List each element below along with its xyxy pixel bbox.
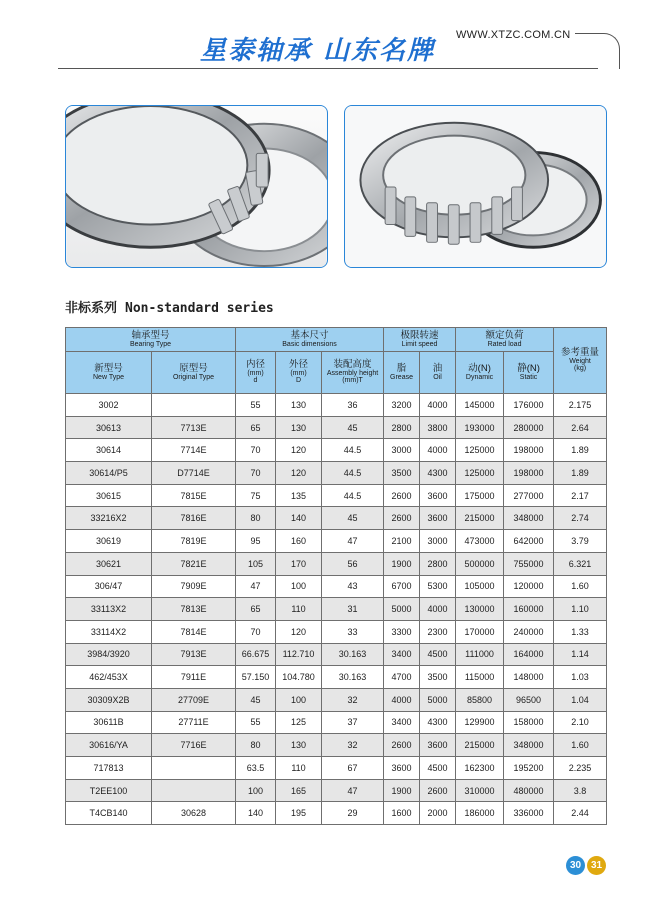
table-cell: 7815E bbox=[152, 484, 236, 507]
table-cell: 120 bbox=[276, 462, 322, 485]
table-cell: 348000 bbox=[504, 507, 554, 530]
header-rated-load: 额定负荷 Rated load bbox=[456, 328, 554, 352]
table-cell: 7813E bbox=[152, 598, 236, 621]
table-cell: 130000 bbox=[456, 598, 504, 621]
table-cell: 170000 bbox=[456, 620, 504, 643]
header-inner-diameter: 内径 (mm) d bbox=[236, 352, 276, 394]
table-cell: 160000 bbox=[504, 598, 554, 621]
table-cell: 2800 bbox=[384, 416, 420, 439]
header-static-load: 静(N) Static bbox=[504, 352, 554, 394]
table-cell: 27711E bbox=[152, 711, 236, 734]
table-cell: 755000 bbox=[504, 552, 554, 575]
table-cell: 3600 bbox=[420, 507, 456, 530]
table-cell: 195 bbox=[276, 802, 322, 825]
table-cell: 158000 bbox=[504, 711, 554, 734]
table-cell bbox=[152, 779, 236, 802]
table-cell: 2.10 bbox=[554, 711, 607, 734]
table-cell: 3.8 bbox=[554, 779, 607, 802]
table-cell: 1900 bbox=[384, 779, 420, 802]
table-cell: 3500 bbox=[420, 666, 456, 689]
table-cell: 7819E bbox=[152, 530, 236, 553]
table-cell: 280000 bbox=[504, 416, 554, 439]
table-cell: 100 bbox=[276, 688, 322, 711]
table-cell: 2100 bbox=[384, 530, 420, 553]
table-cell: 30616/YA bbox=[66, 734, 152, 757]
table-cell: 43 bbox=[322, 575, 384, 598]
table-row bbox=[66, 802, 607, 825]
table-cell: 30615 bbox=[66, 484, 152, 507]
table-cell: 100 bbox=[236, 779, 276, 802]
table-cell: 120 bbox=[276, 439, 322, 462]
table-cell: T2EE100 bbox=[66, 779, 152, 802]
page-number-left: 30 bbox=[566, 856, 585, 875]
table-row bbox=[66, 779, 607, 802]
table-cell: 63.5 bbox=[236, 757, 276, 780]
table-row bbox=[66, 598, 607, 621]
table-cell: 7913E bbox=[152, 643, 236, 666]
table-row bbox=[66, 462, 607, 485]
table-cell: 4000 bbox=[420, 439, 456, 462]
table-cell: 7816E bbox=[152, 507, 236, 530]
header-grease: 脂 Grease bbox=[384, 352, 420, 394]
bearing-photo-left bbox=[65, 105, 328, 268]
table-cell: 2600 bbox=[384, 484, 420, 507]
table-cell: 30611B bbox=[66, 711, 152, 734]
table-cell: 198000 bbox=[504, 439, 554, 462]
table-cell: 164000 bbox=[504, 643, 554, 666]
table-cell: 140 bbox=[236, 802, 276, 825]
table-cell: 1.89 bbox=[554, 439, 607, 462]
table-cell: 104.780 bbox=[276, 666, 322, 689]
table-cell: 80 bbox=[236, 734, 276, 757]
table-cell: 4700 bbox=[384, 666, 420, 689]
table-cell: 277000 bbox=[504, 484, 554, 507]
table-cell: 75 bbox=[236, 484, 276, 507]
table-cell: 5000 bbox=[384, 598, 420, 621]
table-cell: 215000 bbox=[456, 734, 504, 757]
table-cell: D7714E bbox=[152, 462, 236, 485]
table-cell: 27709E bbox=[152, 688, 236, 711]
table-cell: 95 bbox=[236, 530, 276, 553]
table-cell: 3000 bbox=[384, 439, 420, 462]
page-number-right: 31 bbox=[587, 856, 606, 875]
table-cell: 3600 bbox=[420, 734, 456, 757]
section-title-zh: 非标系列 bbox=[65, 300, 118, 315]
table-row bbox=[66, 666, 607, 689]
table-cell: 1.10 bbox=[554, 598, 607, 621]
table-cell: 30628 bbox=[152, 802, 236, 825]
table-cell: 120000 bbox=[504, 575, 554, 598]
table-cell: 3984/3920 bbox=[66, 643, 152, 666]
table-row bbox=[66, 643, 607, 666]
table-cell: 1.89 bbox=[554, 462, 607, 485]
table-cell: 140 bbox=[276, 507, 322, 530]
table-cell: 1.60 bbox=[554, 734, 607, 757]
table-cell: 44.5 bbox=[322, 484, 384, 507]
table-cell bbox=[152, 757, 236, 780]
table-cell: 2.44 bbox=[554, 802, 607, 825]
table-cell: 130 bbox=[276, 416, 322, 439]
table-cell: 55 bbox=[236, 394, 276, 417]
table-cell: 1600 bbox=[384, 802, 420, 825]
table-cell: 7713E bbox=[152, 416, 236, 439]
table-cell: 3600 bbox=[420, 484, 456, 507]
table-cell: 3200 bbox=[384, 394, 420, 417]
header-new-type: 新型号 New Type bbox=[66, 352, 152, 394]
table-cell: 162300 bbox=[456, 757, 504, 780]
table-cell: 65 bbox=[236, 598, 276, 621]
table-cell: 44.5 bbox=[322, 439, 384, 462]
table-cell: 1900 bbox=[384, 552, 420, 575]
table-cell: 480000 bbox=[504, 779, 554, 802]
table-cell: 110 bbox=[276, 598, 322, 621]
header-assembly-height: 装配高度 Assembly height (mm)T bbox=[322, 352, 384, 394]
table-cell: 473000 bbox=[456, 530, 504, 553]
table-cell: 3600 bbox=[384, 757, 420, 780]
header-limit-speed: 极限转速 Limit speed bbox=[384, 328, 456, 352]
table-cell: 57.150 bbox=[236, 666, 276, 689]
table-cell: 7909E bbox=[152, 575, 236, 598]
table-cell: 186000 bbox=[456, 802, 504, 825]
table-cell: 7814E bbox=[152, 620, 236, 643]
table-cell: 105000 bbox=[456, 575, 504, 598]
header-original-type: 原型号 Original Type bbox=[152, 352, 236, 394]
table-cell: 4300 bbox=[420, 711, 456, 734]
table-cell: 462/453X bbox=[66, 666, 152, 689]
table-cell: 70 bbox=[236, 620, 276, 643]
table-cell: 33216X2 bbox=[66, 507, 152, 530]
table-row bbox=[66, 507, 607, 530]
table-cell: 160 bbox=[276, 530, 322, 553]
table-cell: 3002 bbox=[66, 394, 152, 417]
header-oil: 油 Oil bbox=[420, 352, 456, 394]
table-cell: 4500 bbox=[420, 643, 456, 666]
table-cell: 29 bbox=[322, 802, 384, 825]
table-cell: 240000 bbox=[504, 620, 554, 643]
table-cell: 96500 bbox=[504, 688, 554, 711]
table-cell: 125000 bbox=[456, 439, 504, 462]
table-cell: 3800 bbox=[420, 416, 456, 439]
table-cell: 4000 bbox=[420, 598, 456, 621]
table-cell: 1.33 bbox=[554, 620, 607, 643]
table-cell: 125000 bbox=[456, 462, 504, 485]
table-cell: 30613 bbox=[66, 416, 152, 439]
table-cell: 55 bbox=[236, 711, 276, 734]
table-cell: 2300 bbox=[420, 620, 456, 643]
header-basic-dimensions: 基本尺寸 Basic dimensions bbox=[236, 328, 384, 352]
table-cell: 6700 bbox=[384, 575, 420, 598]
table-row bbox=[66, 552, 607, 575]
table-cell: 112.710 bbox=[276, 643, 322, 666]
table-cell: 67 bbox=[322, 757, 384, 780]
bearing-photo-right bbox=[344, 105, 607, 268]
table-cell: 47 bbox=[322, 530, 384, 553]
table-cell: 2600 bbox=[384, 507, 420, 530]
tapered-bearing-image bbox=[66, 106, 327, 267]
table-cell: 1.03 bbox=[554, 666, 607, 689]
table-cell: 4000 bbox=[384, 688, 420, 711]
table-cell: 130 bbox=[276, 734, 322, 757]
table-row bbox=[66, 711, 607, 734]
table-cell: 717813 bbox=[66, 757, 152, 780]
table-cell: 120 bbox=[276, 620, 322, 643]
table-cell: 4500 bbox=[420, 757, 456, 780]
table-cell: 176000 bbox=[504, 394, 554, 417]
table-cell: 70 bbox=[236, 439, 276, 462]
table-cell: 135 bbox=[276, 484, 322, 507]
table-cell: 45 bbox=[236, 688, 276, 711]
table-cell: 2.74 bbox=[554, 507, 607, 530]
table-cell: 85800 bbox=[456, 688, 504, 711]
table-cell: 1.04 bbox=[554, 688, 607, 711]
table-cell: 30614/P5 bbox=[66, 462, 152, 485]
table-row bbox=[66, 484, 607, 507]
table-row bbox=[66, 757, 607, 780]
table-row bbox=[66, 416, 607, 439]
header-outer-diameter: 外径 (mm) D bbox=[276, 352, 322, 394]
table-cell: 2.17 bbox=[554, 484, 607, 507]
table-row bbox=[66, 620, 607, 643]
table-row bbox=[66, 530, 607, 553]
brand-slogan: 星泰轴承 山东名牌 bbox=[200, 36, 436, 66]
website-url: WWW.XTZC.COM.CN bbox=[456, 29, 571, 41]
table-cell: 30.163 bbox=[322, 643, 384, 666]
table-cell: 145000 bbox=[456, 394, 504, 417]
header-bearing-type: 轴承型号 Bearing Type bbox=[66, 328, 236, 352]
table-cell: 198000 bbox=[504, 462, 554, 485]
table-cell: 6.321 bbox=[554, 552, 607, 575]
table-cell: 3400 bbox=[384, 711, 420, 734]
table-cell: 2800 bbox=[420, 552, 456, 575]
table-cell: 4300 bbox=[420, 462, 456, 485]
table-cell: 30621 bbox=[66, 552, 152, 575]
table-cell: 44.5 bbox=[322, 462, 384, 485]
table-cell: 2.235 bbox=[554, 757, 607, 780]
table-cell: 306/47 bbox=[66, 575, 152, 598]
table-cell: 111000 bbox=[456, 643, 504, 666]
table-cell: 3500 bbox=[384, 462, 420, 485]
table-cell: 2600 bbox=[420, 779, 456, 802]
table-cell: 66.675 bbox=[236, 643, 276, 666]
table-cell: 5000 bbox=[420, 688, 456, 711]
table-cell: 2600 bbox=[384, 734, 420, 757]
table-cell: 33 bbox=[322, 620, 384, 643]
table-row bbox=[66, 575, 607, 598]
table-cell: 33114X2 bbox=[66, 620, 152, 643]
table-cell: 310000 bbox=[456, 779, 504, 802]
table-cell: 65 bbox=[236, 416, 276, 439]
header-dynamic-load: 动(N) Dynamic bbox=[456, 352, 504, 394]
table-row bbox=[66, 688, 607, 711]
header-weight: 参考重量 Weight (kg) bbox=[554, 328, 607, 394]
table-row bbox=[66, 734, 607, 757]
table-cell: 47 bbox=[236, 575, 276, 598]
table-cell: 500000 bbox=[456, 552, 504, 575]
table-cell: 7911E bbox=[152, 666, 236, 689]
header-decoration bbox=[575, 33, 620, 69]
table-cell: 7714E bbox=[152, 439, 236, 462]
table-cell: 37 bbox=[322, 711, 384, 734]
table-cell: 5300 bbox=[420, 575, 456, 598]
table-cell: 195200 bbox=[504, 757, 554, 780]
header-divider bbox=[58, 68, 598, 69]
table-body bbox=[66, 394, 607, 825]
section-title-en: Non-standard series bbox=[125, 301, 274, 316]
table-cell: 7821E bbox=[152, 552, 236, 575]
table-cell: T4CB140 bbox=[66, 802, 152, 825]
table-cell: 31 bbox=[322, 598, 384, 621]
table-cell: 70 bbox=[236, 462, 276, 485]
table-cell: 642000 bbox=[504, 530, 554, 553]
table-cell: 45 bbox=[322, 507, 384, 530]
table-cell: 30.163 bbox=[322, 666, 384, 689]
table-cell: 215000 bbox=[456, 507, 504, 530]
table-cell: 129900 bbox=[456, 711, 504, 734]
table-cell: 47 bbox=[322, 779, 384, 802]
table-cell: 3000 bbox=[420, 530, 456, 553]
bearing-spec-table bbox=[65, 327, 607, 825]
table-cell: 4000 bbox=[420, 394, 456, 417]
tapered-bearing-image bbox=[345, 106, 606, 267]
table-cell: 36 bbox=[322, 394, 384, 417]
table-cell: 148000 bbox=[504, 666, 554, 689]
table-cell: 3.79 bbox=[554, 530, 607, 553]
table-cell: 2.175 bbox=[554, 394, 607, 417]
table-cell: 30619 bbox=[66, 530, 152, 553]
section-title bbox=[65, 297, 274, 316]
table-cell: 80 bbox=[236, 507, 276, 530]
table-cell bbox=[152, 394, 236, 417]
table-cell: 2.64 bbox=[554, 416, 607, 439]
table-cell: 193000 bbox=[456, 416, 504, 439]
table-cell: 32 bbox=[322, 688, 384, 711]
table-cell: 336000 bbox=[504, 802, 554, 825]
table-cell: 170 bbox=[276, 552, 322, 575]
table-cell: 30614 bbox=[66, 439, 152, 462]
table-cell: 110 bbox=[276, 757, 322, 780]
table-cell: 30309X2B bbox=[66, 688, 152, 711]
table-cell: 130 bbox=[276, 394, 322, 417]
table-cell: 1.60 bbox=[554, 575, 607, 598]
table-cell: 348000 bbox=[504, 734, 554, 757]
table-cell: 1.14 bbox=[554, 643, 607, 666]
table-cell: 7716E bbox=[152, 734, 236, 757]
table-cell: 115000 bbox=[456, 666, 504, 689]
table-row bbox=[66, 439, 607, 462]
table-cell: 125 bbox=[276, 711, 322, 734]
table-cell: 165 bbox=[276, 779, 322, 802]
table-cell: 100 bbox=[276, 575, 322, 598]
table-cell: 175000 bbox=[456, 484, 504, 507]
table-cell: 33113X2 bbox=[66, 598, 152, 621]
table-cell: 45 bbox=[322, 416, 384, 439]
table-cell: 3300 bbox=[384, 620, 420, 643]
table-cell: 2000 bbox=[420, 802, 456, 825]
table-cell: 56 bbox=[322, 552, 384, 575]
table-cell: 32 bbox=[322, 734, 384, 757]
table-cell: 3400 bbox=[384, 643, 420, 666]
table-cell: 105 bbox=[236, 552, 276, 575]
table-row bbox=[66, 394, 607, 417]
